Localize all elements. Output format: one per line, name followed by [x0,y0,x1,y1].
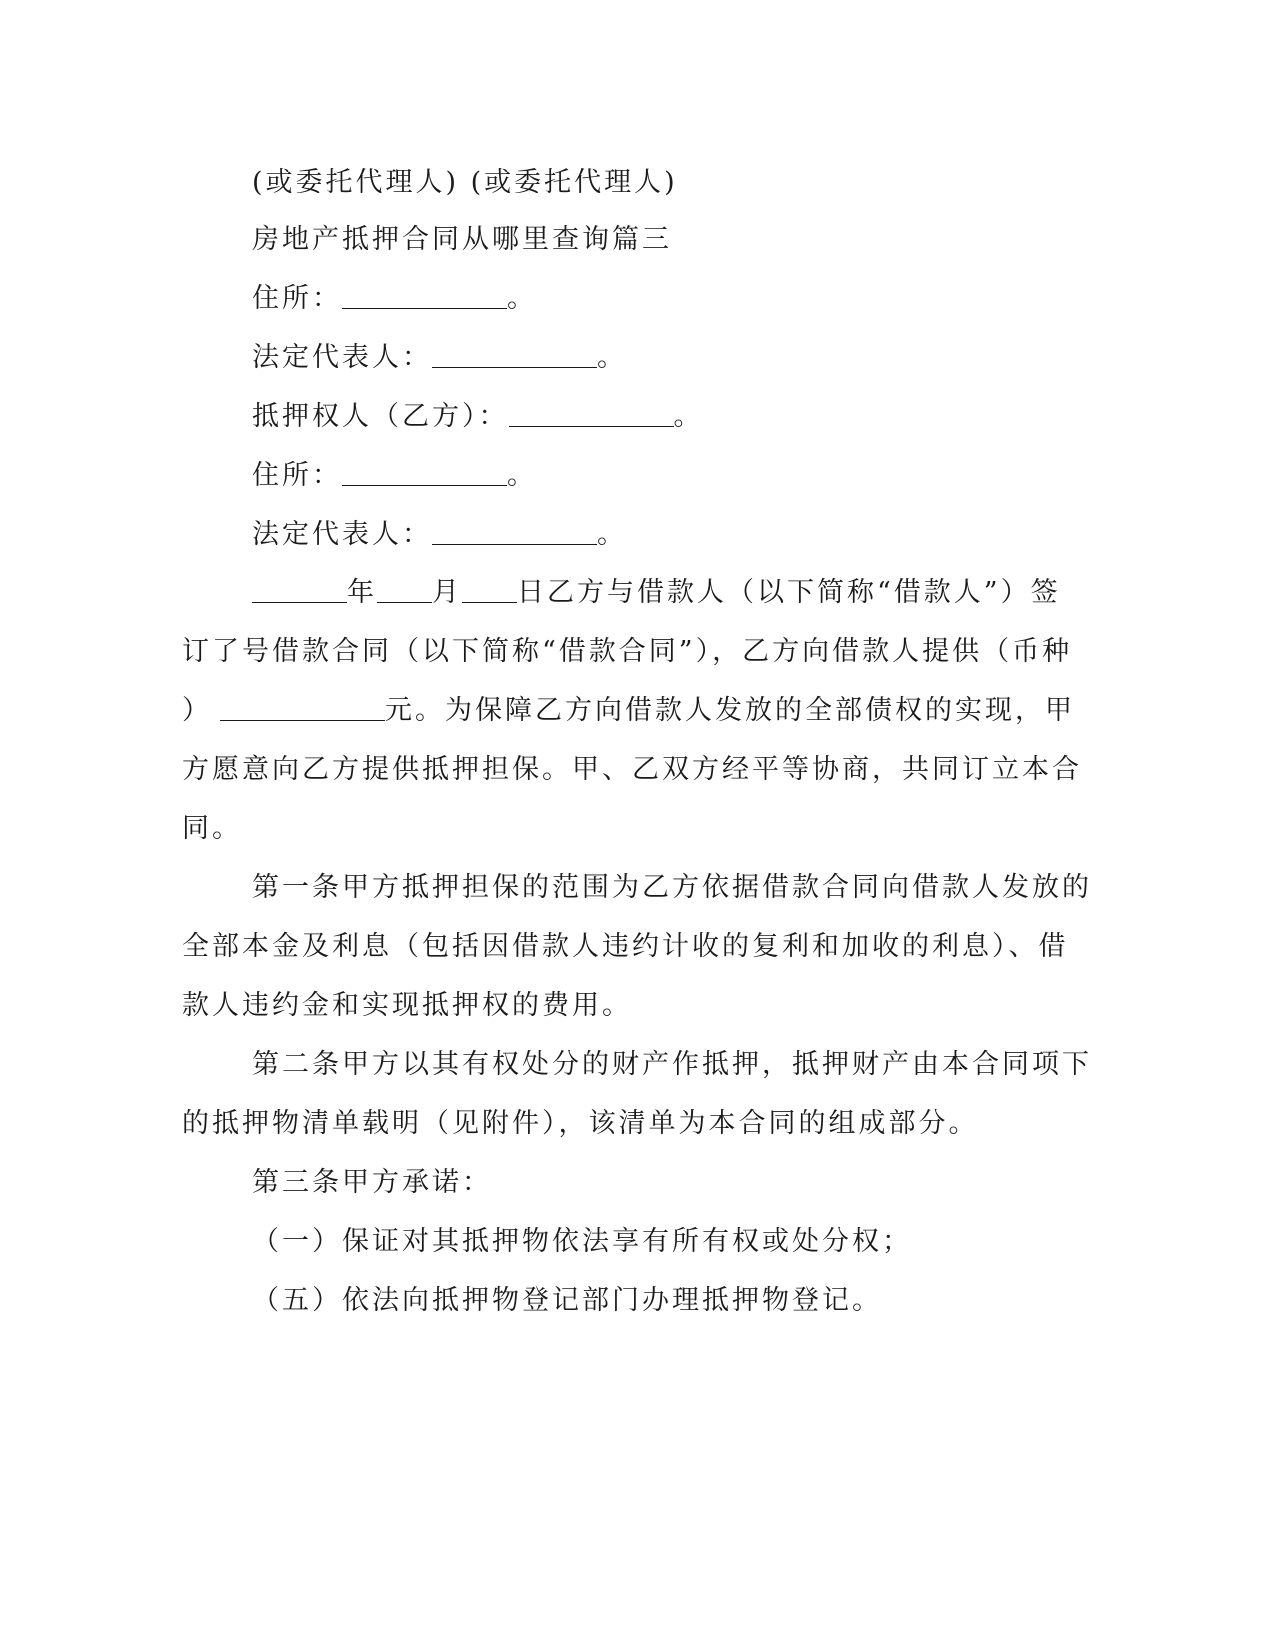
paragraph-text: （五）依法向抵押物登记部门办理抵押物登记。 [252,1285,882,1316]
address-line-1 [252,281,537,317]
year-blank [252,576,347,603]
section-title-text: 房地产抵押合同从哪里查询篇三 [252,224,672,255]
commitment-item-1 [252,1224,912,1260]
article-1-line-2 [182,929,1069,965]
legal-rep-blank [432,518,597,545]
amount-blank [220,694,385,721]
paragraph-text: （一）保证对其抵押物依法享有所有权或处分权； [252,1226,912,1257]
mortgagee-blank [509,400,674,427]
period: 。 [673,401,704,432]
day-blank [462,576,517,603]
period: 。 [507,460,537,491]
paragraph-text: 第一条甲方抵押担保的范围为乙方依据借款合同向借款人发放的 [252,872,1092,903]
agent-line [252,165,678,201]
paragraph-text: ） [182,695,212,726]
paragraph-1-line-4 [182,752,1082,788]
agent-text: (或委托代理人) (或委托代理人) [252,167,678,198]
month-blank [377,576,432,603]
commitment-item-5 [252,1283,882,1319]
paragraph-text: 全部本金及利息（包括因借款人违约计收的复利和加收的利息）、借 [182,931,1069,962]
paragraph-text: 订了号借款合同（以下简称“借款合同”），乙方向借款人提供（币种 [182,636,1073,667]
address-blank [342,282,507,309]
article-2-line-1 [252,1047,1092,1083]
year-label: 年 [347,577,377,608]
legal-rep-line-1 [252,340,627,376]
period: 。 [597,342,627,373]
mortgagee-label: 抵押权人（乙方）： [252,401,509,432]
paragraph-text: 日乙方与借款人（以下简称“借款人”）签 [517,577,1061,608]
paragraph-text: 方愿意向乙方提供抵押担保。甲、乙双方经平等协商，共同订立本合 [182,754,1082,785]
address-label: 住所： [252,283,342,314]
address-line-2 [252,458,537,494]
legal-rep-label: 法定代表人： [252,519,432,550]
section-title [252,222,672,258]
address-blank [342,459,507,486]
paragraph-1-line-5 [182,811,242,847]
paragraph-text: 的抵押物清单载明（见附件），该清单为本合同的组成部分。 [182,1108,979,1139]
article-3-heading [252,1165,492,1201]
paragraph-text: 第二条甲方以其有权处分的财产作抵押，抵押财产由本合同项下 [252,1049,1092,1080]
address-label: 住所： [252,460,342,491]
legal-rep-label: 法定代表人： [252,342,432,373]
paragraph-text: 第三条甲方承诺： [252,1167,492,1198]
article-1-line-1 [252,870,1092,906]
month-label: 月 [432,577,462,608]
mortgagee-line [252,399,704,435]
paragraph-text: 元。为保障乙方向借款人发放的全部债权的实现，甲 [385,695,1075,726]
paragraph-1-line-3 [182,693,1075,729]
period: 。 [597,519,627,550]
legal-rep-blank [432,341,597,368]
paragraph-1-line-2 [182,634,1072,670]
article-2-line-2 [182,1106,979,1142]
paragraph-1-line-1 [252,575,1061,611]
period: 。 [507,283,537,314]
legal-rep-line-2 [252,517,627,553]
paragraph-text: 同。 [182,813,242,844]
paragraph-text: 款人违约金和实现抵押权的费用。 [182,990,632,1021]
article-1-line-3 [182,988,632,1024]
